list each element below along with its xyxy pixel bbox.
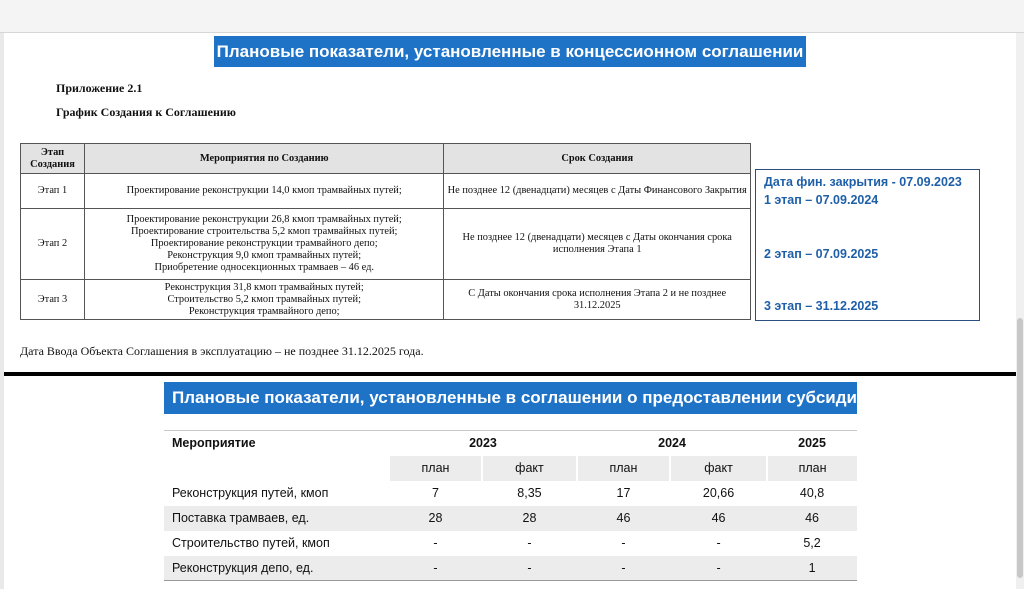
measure-line: Строительство 5,2 кмоп трамвайных путей; bbox=[167, 293, 361, 305]
measure-line: Реконструкция 9,0 кмоп трамвайных путей; bbox=[167, 250, 362, 261]
value-cell: - bbox=[670, 556, 767, 581]
measure-line: Реконструкция 31,8 кмоп трамвайных путей; bbox=[164, 281, 364, 293]
value-cell: - bbox=[482, 556, 577, 581]
schedule-row bbox=[21, 209, 751, 280]
header-measures: Мероприятия по Созданию bbox=[84, 144, 443, 174]
value-cell: - bbox=[389, 556, 482, 581]
banner-subsidy-title: Плановые показатели, установленные в соглашении о предоставлении субсидии bbox=[164, 382, 857, 414]
header-year-2023: 2023 bbox=[389, 431, 577, 456]
subsidy-subheader-row bbox=[164, 456, 857, 481]
value-cell: 46 bbox=[670, 506, 767, 531]
deadline-cell: С Даты окончания срока исполнения Этапа 2 и не позднее 31.12.2025 bbox=[444, 280, 751, 320]
subsidy-indicators-table bbox=[164, 430, 857, 581]
deadline-cell: Не позднее 12 (двенадцати) месяцев с Даты окончания срока исполнения Этапа 1 bbox=[444, 209, 751, 280]
measure-line: Реконструкция трамвайного депо; bbox=[188, 305, 340, 317]
value-cell: 46 bbox=[767, 506, 857, 531]
scrollbar-thumb[interactable] bbox=[1017, 318, 1023, 578]
value-cell: 20,66 bbox=[702, 486, 735, 500]
creation-schedule-table bbox=[20, 143, 751, 320]
header-deadline: Срок Создания bbox=[444, 144, 751, 174]
value-cell: 5,2 bbox=[803, 536, 821, 550]
appendix-label: Приложение 2.1 bbox=[56, 81, 143, 95]
key-dates-box bbox=[755, 169, 980, 321]
value-cell: 1 bbox=[767, 556, 857, 581]
measure-line: Проектирование реконструкции трамвайного депо; bbox=[150, 238, 378, 249]
commissioning-date-note: Дата Ввода Объекта Соглашения в эксплуатацию – не позднее 31.12.2025 года. bbox=[20, 344, 424, 358]
stage2-date: 2 этап – 07.09.2025 bbox=[764, 247, 879, 261]
stage3-date: 3 этап – 31.12.2025 bbox=[764, 299, 879, 313]
subheader-plan: план bbox=[767, 456, 857, 481]
measures-cell bbox=[84, 209, 443, 280]
subsidy-header-row bbox=[164, 431, 857, 456]
header-measure: Мероприятие bbox=[164, 431, 389, 456]
subheader-plan: план bbox=[577, 456, 670, 481]
measure-line: Приобретение односекционных трамваев – 46 ед. bbox=[154, 262, 374, 273]
subheader-fact: факт bbox=[482, 456, 577, 481]
subheader-fact: факт bbox=[670, 456, 767, 481]
value-cell: 17 bbox=[616, 486, 631, 500]
section-divider bbox=[4, 372, 1016, 376]
row-name: Реконструкция депо, ед. bbox=[164, 556, 389, 581]
value-cell: - bbox=[433, 536, 438, 550]
value-cell: - bbox=[577, 556, 670, 581]
measure-line: Проектирование реконструкции 26,8 кмоп трамвайных путей; bbox=[126, 214, 402, 225]
schedule-label: График Создания к Соглашению bbox=[56, 105, 236, 119]
schedule-header-row bbox=[21, 144, 751, 174]
value-cell: 28 bbox=[389, 506, 482, 531]
measures-cell bbox=[84, 174, 443, 209]
browser-top-strip bbox=[0, 0, 1024, 33]
value-cell: - bbox=[527, 536, 532, 550]
value-cell: 8,35 bbox=[517, 486, 542, 500]
subheader-empty bbox=[164, 456, 389, 481]
deadline-cell: Не позднее 12 (двенадцати) месяцев с Даты Финансового Закрытия bbox=[444, 174, 751, 209]
row-name: Поставка трамваев, ед. bbox=[164, 506, 389, 531]
subsidy-row bbox=[164, 556, 857, 581]
row-name: Реконструкция путей, кмоп bbox=[172, 486, 329, 500]
stage-cell: Этап 3 bbox=[21, 280, 85, 320]
vertical-scrollbar[interactable] bbox=[1016, 33, 1024, 589]
value-cell: 40,8 bbox=[799, 486, 825, 500]
stage-cell: Этап 2 bbox=[21, 209, 85, 280]
banner-concession-title: Плановые показатели, установленные в концессионном соглашении bbox=[214, 36, 806, 67]
subsidy-row bbox=[164, 481, 857, 506]
subsidy-row bbox=[164, 531, 857, 556]
value-cell: - bbox=[621, 536, 626, 550]
measure-line: Проектирование строительства 5,2 кмоп трамвайных путей; bbox=[130, 226, 398, 237]
header-year-2025: 2025 bbox=[767, 431, 857, 456]
measure-line: Проектирование реконструкции 14,0 кмоп трамвайных путей; bbox=[126, 185, 402, 196]
value-cell: 46 bbox=[577, 506, 670, 531]
schedule-row bbox=[21, 280, 751, 320]
stage1-date: 1 этап – 07.09.2024 bbox=[764, 193, 879, 207]
subsidy-row bbox=[164, 506, 857, 531]
value-cell: 28 bbox=[482, 506, 577, 531]
row-name: Строительство путей, кмоп bbox=[172, 536, 330, 550]
stage-cell: Этап 1 bbox=[21, 174, 85, 209]
subheader-plan: план bbox=[389, 456, 482, 481]
value-cell: - bbox=[716, 536, 721, 550]
header-stage: Этап Создания bbox=[21, 144, 85, 174]
fin-close-date: Дата фин. закрытия - 07.09.2023 bbox=[764, 175, 962, 189]
slide-page bbox=[4, 33, 1016, 589]
measures-cell bbox=[84, 280, 443, 320]
value-cell: 7 bbox=[432, 486, 439, 500]
schedule-row bbox=[21, 174, 751, 209]
header-year-2024: 2024 bbox=[577, 431, 767, 456]
